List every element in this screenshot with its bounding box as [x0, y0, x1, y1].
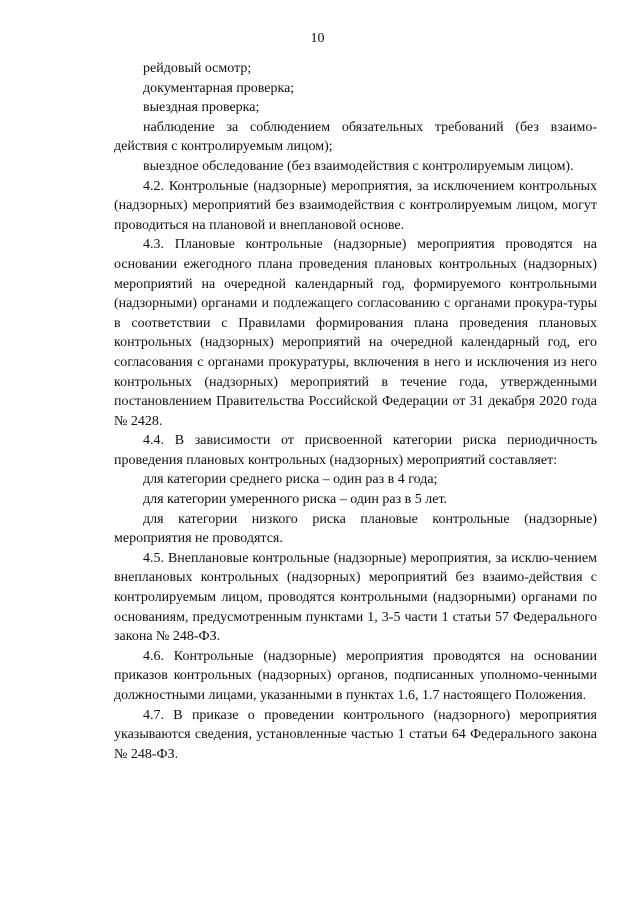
paragraph-4-4: 4.4. В зависимости от присвоенной категории риска периодичность проведения плановых контрольных (надзорных) мероприятий составляет:: [114, 433, 597, 468]
paragraph-4-6: 4.6. Контрольные (надзорные) мероприятия проводятся на основании приказов контрольных (надзорных) органов, подписанных уполномо-ченными должностными лицами, указанными в пунктах 1.6, 1.7 настоящего Положения.: [114, 648, 597, 703]
list-item-raid-inspection: рейдовый осмотр;: [143, 61, 252, 76]
list-item-field-survey: выездное обследование (без взаимодействия с контролируемым лицом).: [143, 158, 574, 174]
list-item-observation: наблюдение за соблюдением обязательных требований (без взаимо-действия с контролируемым лицом);: [114, 119, 597, 155]
list-item-low-risk: для категории низкого риска плановые контрольные (надзорные) мероприятия не проводятся.: [114, 511, 597, 547]
paragraph-4-3: 4.3. Плановые контрольные (надзорные) мероприятия проводятся на основании ежегодного плана проведения плановых контрольных (надзорных) мероприятий на очередной календарный год, формируемого контрольными (надзорными) органами и подлежащего согласованию с органами прокура-туры в соответствии с Правилами формирования плана проведения плановых контрольных (надзорных) мероприятий на очередной календарный год, его согласования с органами прокуратуры, включения в него и исключения из него контрольных (надзорных) мероприятий в течение года, утвержденными постановлением Правительства Российской Федерации от 31 декабря 2020 года № 2428.: [114, 237, 597, 429]
document-body: [114, 59, 597, 764]
paragraph-4-7: 4.7. В приказе о проведении контрольного (надзорного) мероприятия указываются сведения, установленные частью 1 статьи 64 Федерального закона № 248-ФЗ.: [114, 707, 597, 762]
paragraph-4-2: 4.2. Контрольные (надзорные) мероприятия, за исключением контрольных (надзорных) мероприятий без взаимодействия с контролируемым лицом, могут проводиться на плановой и внеплановой основе.: [114, 178, 597, 233]
paragraph-4-5: 4.5. Внеплановые контрольные (надзорные) мероприятия, за исклю-чением внеплановых контрольных (надзорных) мероприятий без взаимо-действия с контролируемым лицом, проводятся контрольными (надзорными) органами по основаниям, предусмотренным пунктами 1, 3-5 части 1 статьи 57 Федерального закона № 248-ФЗ.: [114, 550, 597, 645]
list-item-moderate-risk: для категории умеренного риска – один раз в 5 лет.: [143, 492, 448, 508]
page-number: 10: [310, 31, 325, 46]
list-item-medium-risk: для категории среднего риска – один раз в 4 года;: [143, 472, 438, 488]
list-item-field-check: выездная проверка;: [143, 100, 260, 116]
list-item-documentary-check: документарная проверка;: [143, 80, 295, 96]
